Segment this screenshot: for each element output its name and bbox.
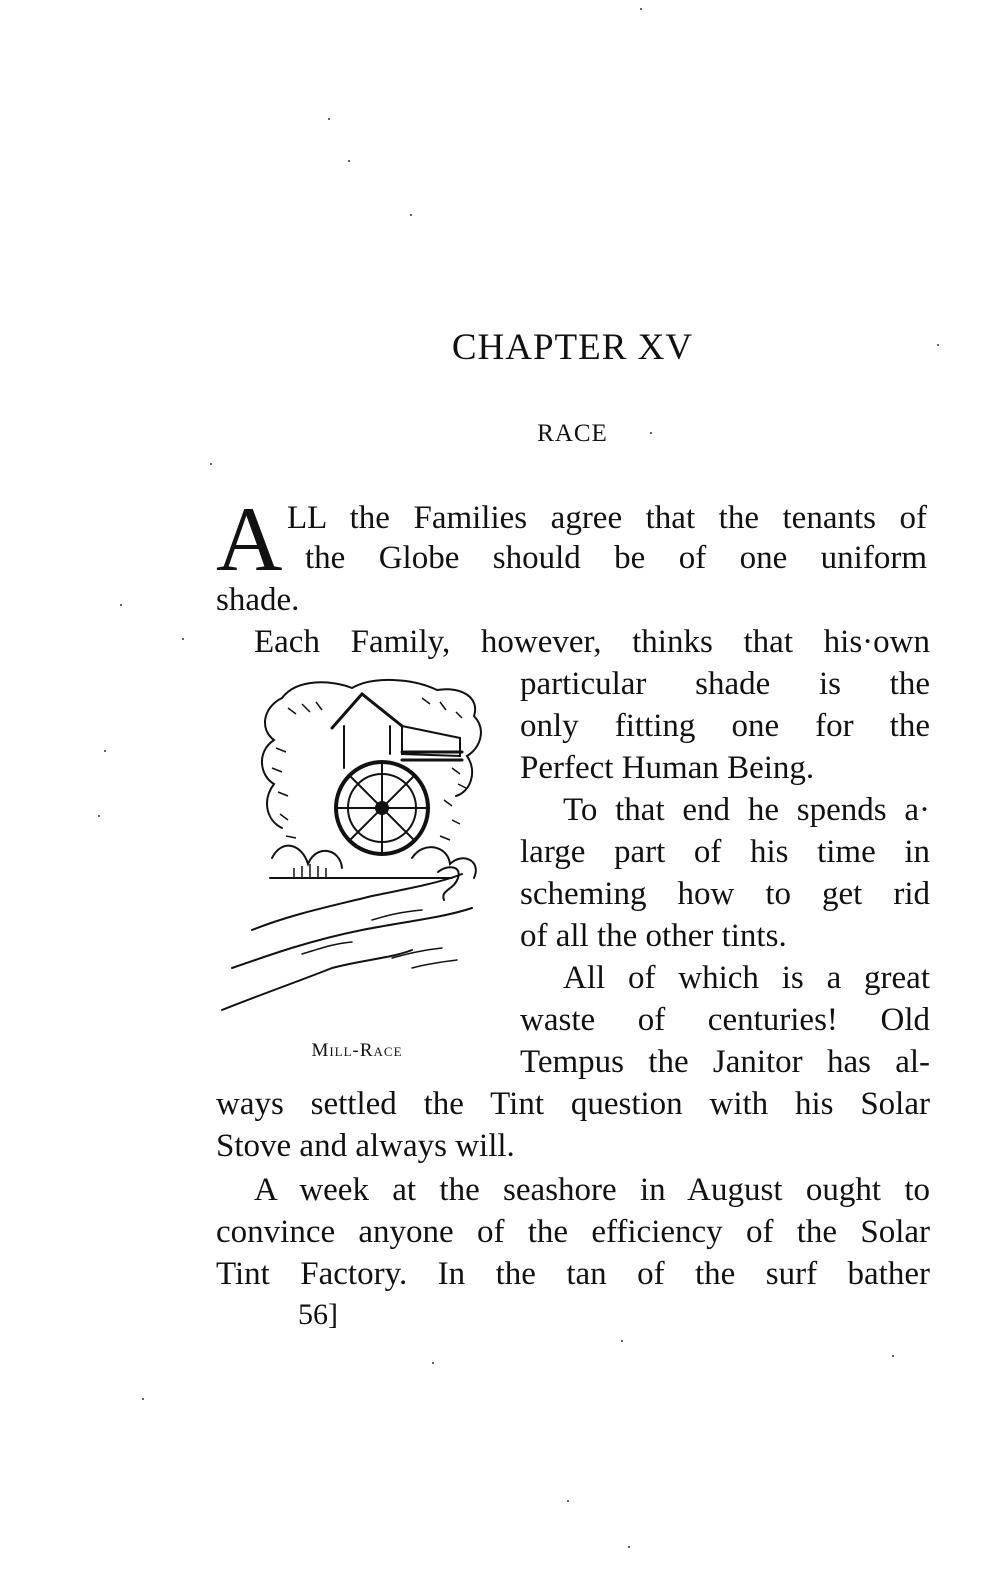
chapter-subtitle: RACE [537, 420, 608, 447]
text-line: Tint Factory. In the tan of the surf bather [216, 1256, 930, 1292]
text-line: Stove and always will. [216, 1128, 515, 1164]
text-line: the Globe should be of one uniform [305, 540, 927, 576]
text-line: Tempus the Janitor has al- [520, 1044, 930, 1080]
text-line: All of which is a great [563, 960, 930, 996]
text-line: scheming how to get rid [520, 876, 930, 912]
text-line: LL the Families agree that the tenants of [287, 500, 927, 536]
text-line: A week at the seashore in August ought to [254, 1172, 930, 1208]
text-line: of all the other tints. [520, 918, 787, 954]
text-line: shade. [216, 582, 300, 618]
text-line: waste of centuries! Old [520, 1002, 930, 1038]
page-number: 56] [298, 1298, 338, 1331]
text-line: convince anyone of the efficiency of the Solar [216, 1214, 930, 1250]
text-line: To that end he spends a· [563, 792, 930, 828]
text-line: ways settled the Tint question with his Solar [216, 1086, 930, 1122]
drop-cap: A [216, 488, 283, 590]
text-line: only fitting one for the [520, 708, 930, 744]
mill-race-figure [212, 668, 502, 1061]
mill-wheel-illustration [212, 668, 502, 1036]
text-line: Perfect Human Being. [520, 750, 815, 786]
figure-caption: Mill-Race [311, 1040, 403, 1061]
text-line: large part of his time in [520, 834, 930, 870]
chapter-title: CHAPTER XV [451, 327, 694, 368]
text-line: particular shade is the [520, 666, 930, 702]
text-line: Each Family, however, thinks that his·own [254, 624, 930, 660]
